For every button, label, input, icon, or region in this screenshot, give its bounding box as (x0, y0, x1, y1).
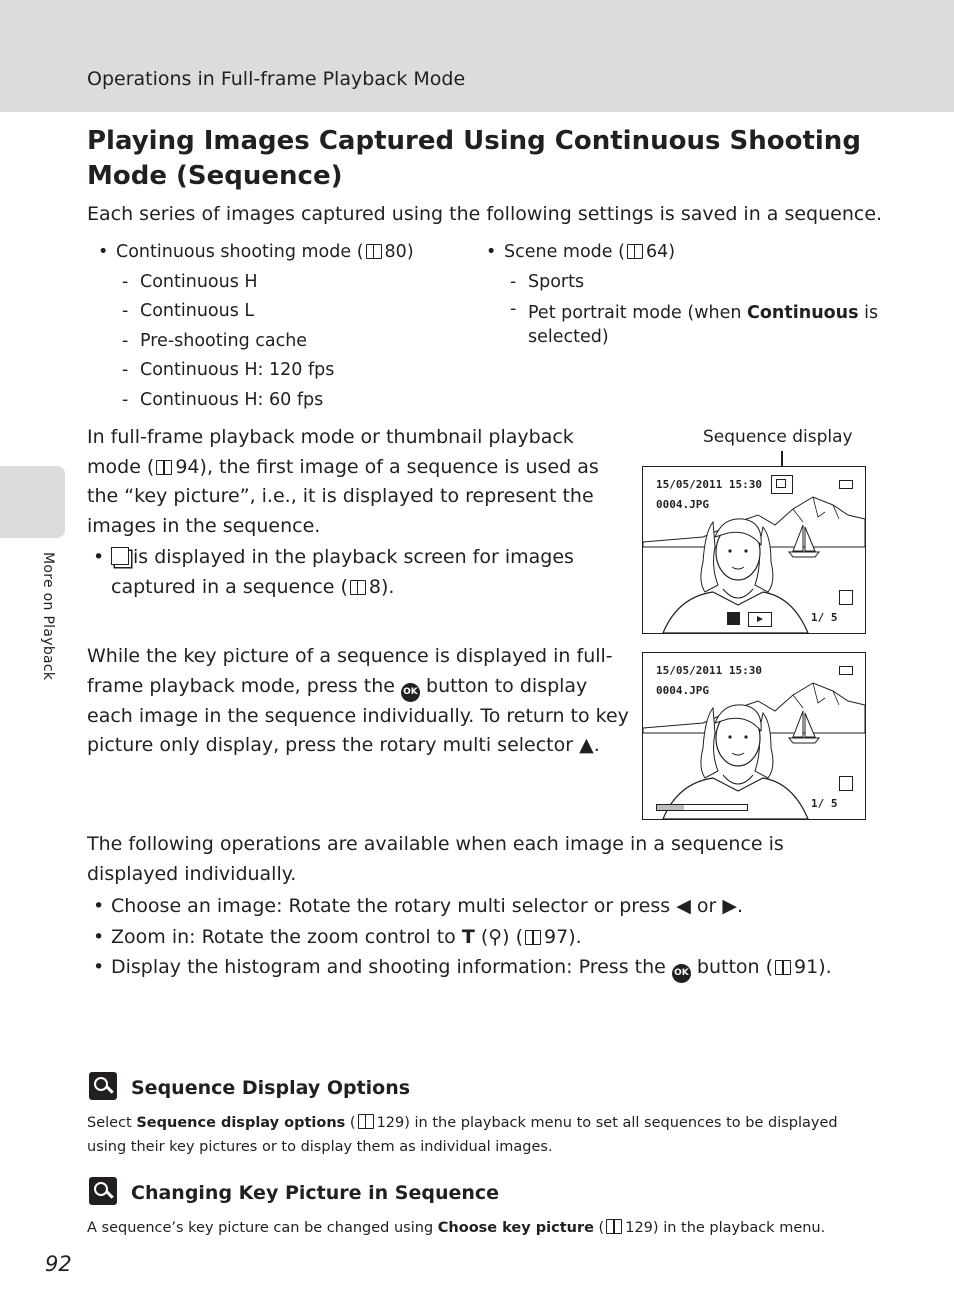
sequence-progress-bar (656, 804, 748, 811)
zoom-t-icon: T (461, 925, 475, 948)
list-item: • Display the histogram and shooting information: Press the OK button ( 91). (87, 953, 907, 983)
operations-list (87, 892, 907, 983)
book-icon (350, 580, 366, 595)
image-counter: 1/ 5 (811, 611, 838, 624)
right-arrow-icon: ▶ (722, 895, 737, 917)
playback-screen-key-picture (642, 466, 866, 634)
setting-label: Scene mode ( (504, 242, 625, 262)
page-ref: 80 (384, 242, 407, 262)
setting-label: Continuous shooting mode ( (116, 242, 364, 262)
page-ref: 64 (645, 242, 669, 262)
list-item: • Continuous shooting mode ( 80) (92, 238, 462, 268)
book-icon (627, 244, 643, 259)
chapter-tab (0, 466, 65, 538)
filename-readout: 0004.JPG (656, 684, 709, 697)
image-mode-icon (839, 776, 853, 791)
tip-heading-changing-key-picture: Changing Key Picture in Sequence (131, 1182, 500, 1204)
ok-icon: OK (672, 964, 691, 983)
chapter-tab-label: More on Playback (40, 552, 56, 681)
datetime-readout: 15/05/2011 15:30 (656, 664, 762, 677)
book-icon (358, 1114, 374, 1129)
tip-body-changing-key-picture: A sequence’s key picture can be changed using Choose key picture ( 129) in the playback menu. (87, 1220, 826, 1236)
ok-button-icon (727, 612, 740, 625)
page-number: 92 (45, 1252, 72, 1276)
settings-list-left (92, 238, 462, 415)
operations-intro: The following operations are available when each image in a sequence is displayed individually. (87, 833, 784, 885)
list-item: - Continuous H: 60 fps (92, 386, 462, 416)
book-icon (606, 1219, 622, 1234)
sequence-display-label: Sequence display (703, 427, 853, 447)
magnifier-tip-icon (89, 1072, 117, 1100)
book-icon (525, 930, 541, 945)
list-item: • Choose an image: Rotate the rotary multi selector or press ◀ or ▶. (87, 892, 907, 922)
up-arrow-icon: ▲ (579, 734, 594, 756)
list-item: - Pre-shooting cache (92, 327, 462, 357)
list-item: - Pet portrait mode (when Continuous is selected) (480, 297, 880, 349)
playback-screen-individual (642, 652, 866, 820)
page-title: Playing Images Captured Using Continuous Shooting Mode (Sequence) (87, 126, 861, 191)
book-icon (366, 244, 382, 259)
play-icon (748, 612, 772, 627)
battery-icon (839, 666, 853, 675)
sequence-display-icon (771, 475, 793, 494)
intro-paragraph: Each series of images captured using the following settings is saved in a sequence. (87, 203, 883, 225)
key-picture-bullet: • is displayed in the playback screen for images captured in a sequence ( 8). (87, 543, 621, 602)
ok-icon: OK (401, 683, 420, 702)
book-icon (775, 960, 791, 975)
list-item: • Zoom in: Rotate the zoom control to T (⚲) ( 97). (87, 923, 907, 953)
list-item: • Scene mode ( 64) (480, 238, 880, 268)
settings-list-right (480, 238, 880, 349)
zoom-in-icon: ⚲ (488, 925, 503, 948)
playback-image (643, 653, 865, 819)
magnifier-tip-icon (89, 1177, 117, 1205)
header-band (0, 0, 954, 112)
datetime-readout: 15/05/2011 15:30 (656, 478, 762, 491)
image-counter: 1/ 5 (811, 797, 838, 810)
section-header: Operations in Full-frame Playback Mode (87, 68, 466, 90)
left-arrow-icon: ◀ (676, 895, 691, 917)
sequence-icon (111, 547, 129, 565)
battery-icon (839, 480, 853, 489)
image-mode-icon (839, 590, 853, 605)
list-item: - Continuous H (92, 268, 462, 298)
list-item: - Continuous H: 120 fps (92, 356, 462, 386)
filename-readout: 0004.JPG (656, 498, 709, 511)
playback-image (643, 467, 865, 633)
individual-display-paragraph: While the key picture of a sequence is displayed in full-frame playback mode, press the OK button to display each image in the sequence individually. To return to key picture only display, press the rotary multi selector ▲. (87, 645, 629, 756)
list-item: - Continuous L (92, 297, 462, 327)
book-icon (156, 460, 172, 475)
tip-heading-sequence-display-options: Sequence Display Options (131, 1077, 411, 1099)
list-item: - Sports (480, 268, 880, 298)
key-picture-paragraph: In full-frame playback mode or thumbnail playback mode ( 94), the first image of a sequence is used as the “key picture”, i.e., it is displayed to represent the images in the sequence. (87, 426, 599, 537)
tip-body-sequence-display-options: Select Sequence display options ( 129) in the playback menu to set all sequences to be displayed using their key pictures or to display them as individual images. (87, 1115, 838, 1155)
